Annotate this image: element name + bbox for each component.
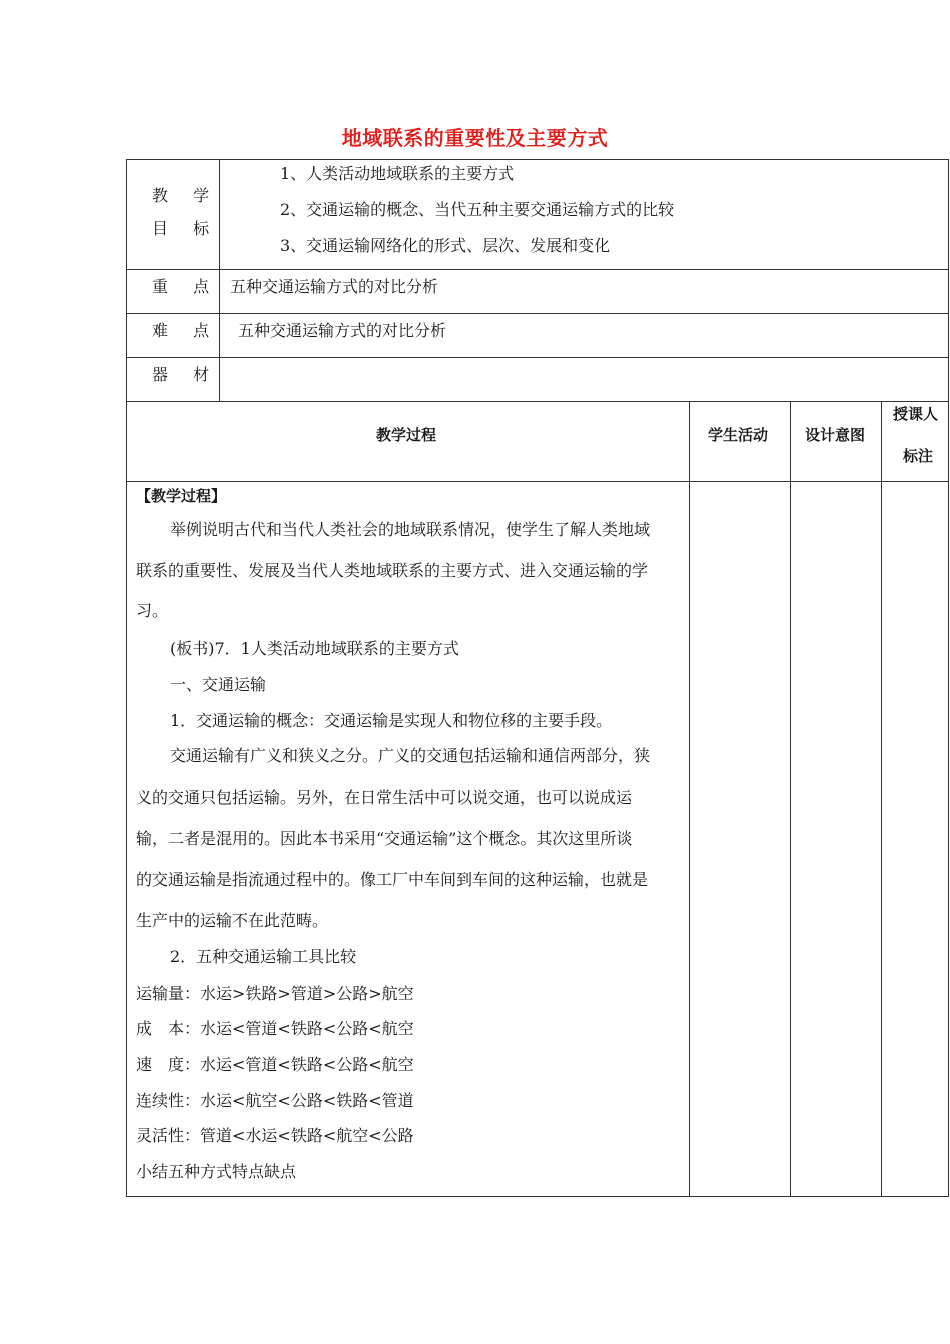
paragraph-line: 交通运输有广义和狭义之分。广义的交通包括运输和通信两部分，狭 <box>170 746 651 765</box>
paragraph-line: 生产中的运输不在此范畴。 <box>136 911 329 930</box>
section-heading: 一、交通运输 <box>170 675 267 694</box>
objective-item: 2、交通运输的概念、当代五种主要交通运输方式的比较 <box>280 200 675 219</box>
content-heading: 【教学过程】 <box>136 487 227 505</box>
paragraph-line: 的交通运输是指流通过程中的。像工厂中车间到车间的这种运输，也就是 <box>136 870 649 889</box>
board-note: (板书)7．1人类活动地域联系的主要方式 <box>170 639 459 658</box>
table-label-divider <box>219 159 220 401</box>
column-divider <box>790 401 791 1196</box>
summary-line: 小结五种方式特点缺点 <box>136 1162 297 1181</box>
paragraph-line: 举例说明古代和当代人类社会的地域联系情况，使学生了解人类地域 <box>170 520 651 539</box>
list-item: 1．交通运输的概念：交通运输是实现人和物位移的主要手段。 <box>170 711 613 730</box>
key-point-label: 重 点 <box>152 277 220 296</box>
objective-item: 3、交通运输网络化的形式、层次、发展和变化 <box>280 236 611 255</box>
paragraph-line: 输，二者是混用的。因此本书采用“交通运输”这个概念。其次这里所谈 <box>136 829 633 848</box>
column-divider <box>689 401 690 1196</box>
header-design-intent: 设计意图 <box>805 426 866 444</box>
comparison-line: 连续性：水运<航空<公路<铁路<管道 <box>136 1091 414 1110</box>
header-teaching-process: 教学过程 <box>376 426 437 444</box>
comparison-line: 速 度：水运<管道<铁路<公路<航空 <box>136 1055 414 1074</box>
objectives-label: 教 学 <box>152 186 220 205</box>
comparison-line: 运输量：水运>铁路>管道>公路>航空 <box>136 984 414 1003</box>
list-item: 2．五种交通运输工具比较 <box>170 947 357 966</box>
table-border-bottom <box>126 1196 949 1197</box>
header-teacher-note: 标注 <box>903 447 934 465</box>
comparison-line: 成 本：水运<管道<铁路<公路<航空 <box>136 1019 414 1038</box>
equipment-label: 器 材 <box>152 365 220 384</box>
header-teacher-note: 授课人 <box>893 405 939 423</box>
key-point-value: 五种交通运输方式的对比分析 <box>230 277 439 296</box>
difficult-point-value: 五种交通运输方式的对比分析 <box>238 321 447 340</box>
table-row-divider <box>126 269 949 270</box>
paragraph-line: 习。 <box>136 601 169 620</box>
table-row-divider <box>126 357 949 358</box>
comparison-line: 灵活性：管道<水运<铁路<航空<公路 <box>136 1126 414 1145</box>
objective-item: 1、人类活动地域联系的主要方式 <box>280 164 515 183</box>
header-divider <box>126 481 949 482</box>
table-row-divider <box>126 401 949 402</box>
paragraph-line: 联系的重要性、发展及当代人类地域联系的主要方式、进入交通运输的学 <box>136 561 649 580</box>
difficult-point-label: 难 点 <box>152 321 220 340</box>
header-student-activity: 学生活动 <box>708 426 769 444</box>
table-row-divider <box>126 313 949 314</box>
table-border-left <box>126 159 127 1197</box>
table-border-top <box>126 159 949 160</box>
column-divider <box>881 401 882 1196</box>
table-border-right <box>948 159 949 1197</box>
objectives-label: 目 标 <box>152 219 220 238</box>
paragraph-line: 义的交通只包括运输。另外，在日常生活中可以说交通，也可以说成运 <box>136 788 633 807</box>
page-title: 地域联系的重要性及主要方式 <box>341 126 609 150</box>
